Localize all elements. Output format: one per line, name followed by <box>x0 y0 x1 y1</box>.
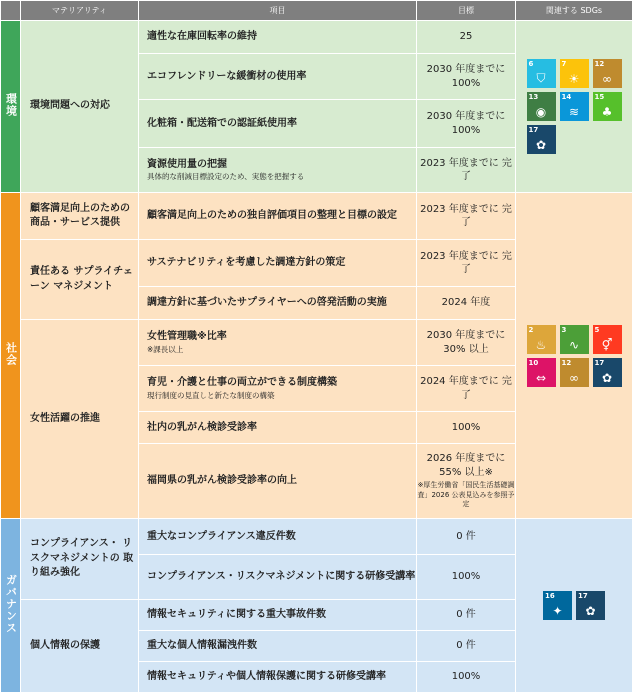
target-cell: 2024 年度 <box>417 287 516 320</box>
bowl-icon: ♨ <box>535 337 547 352</box>
materiality-env: 環境問題への対応 <box>21 21 139 193</box>
infinity-icon: ∞ <box>569 370 579 385</box>
target-cell: 100% <box>417 662 516 693</box>
gender-icon: ⚥ <box>601 337 613 352</box>
sdg-number: 17 <box>578 592 588 600</box>
target-cell: 2030 年度までに 30% 以上 <box>417 320 516 366</box>
heartbeat-icon: ∿ <box>568 337 580 352</box>
target-cell: 2030 年度までに 100% <box>417 54 516 100</box>
sdg-number: 2 <box>528 325 534 334</box>
header-sdgs: 関連する SDGs <box>516 1 633 21</box>
sdg-number: 10 <box>528 358 539 367</box>
eye-globe-icon: ◉ <box>535 105 547 119</box>
target-cell: 25 <box>417 21 516 54</box>
materiality-women: 女性活躍の推進 <box>21 320 139 519</box>
materiality-supply-chain: 責任ある サプライチェーン マネジメント <box>21 240 139 320</box>
header-target: 目標 <box>417 1 516 21</box>
target-cell: 0 件 <box>417 600 516 631</box>
sdg-5-gender-icon <box>593 325 622 354</box>
sdg-13-eye-globe-icon <box>527 92 556 121</box>
tree-icon: ♣ <box>601 105 613 119</box>
sdg-number: 7 <box>561 60 567 68</box>
sdg-2-bowl-icon <box>527 325 556 354</box>
sdg-14-fish-icon <box>560 92 589 121</box>
target-cell: 2024 年度までに 完了 <box>417 366 516 412</box>
target-cell: 2023 年度までに 完了 <box>417 240 516 287</box>
sdg-number: 3 <box>561 325 567 334</box>
item-cell: 適性な在庫回転率の維持 <box>139 21 417 54</box>
sun-icon: ☀ <box>568 72 580 86</box>
sdg-6-water-drop-icon <box>527 59 556 88</box>
sdg-number: 12 <box>594 60 605 68</box>
item-cell: 育児・介護と仕事の両立ができる制度構築 現行制度の見直しと新たな制度の構築 <box>139 366 417 412</box>
header-item: 項目 <box>139 1 417 21</box>
target-cell: 100% <box>417 555 516 600</box>
target-cell: 2026 年度までに 55% 以上※ ※厚生労働省「国民生活基礎調査」2026 公表見込みを参照予定 <box>417 444 516 519</box>
infinity-icon: ∞ <box>602 72 612 86</box>
item-cell: 化粧箱・配送箱での認証紙使用率 <box>139 100 417 148</box>
target-cell: 2023 年度までに 完了 <box>417 148 516 193</box>
sdgs-gov <box>516 519 633 693</box>
water-drop-icon: ⛉ <box>536 71 546 85</box>
table-row <box>1 193 633 240</box>
item-cell: 女性管理職※比率 ※課長以上 <box>139 320 417 366</box>
item-cell: 顧客満足向上のための独自評価項目の整理と目標の設定 <box>139 193 417 240</box>
sdg-12-infinity-icon <box>593 59 622 88</box>
sdg-number: 13 <box>528 93 539 101</box>
target-cell: 2023 年度までに 完了 <box>417 193 516 240</box>
sdg-number: 15 <box>594 93 605 101</box>
category-soc: 社会 <box>1 193 21 519</box>
sdg-17-flower-ring-icon <box>576 591 605 620</box>
sdg-3-heartbeat-icon <box>560 325 589 354</box>
table-row <box>1 21 633 54</box>
sdg-7-sun-icon <box>560 59 589 88</box>
sdgs-env <box>516 21 633 193</box>
header-category <box>1 1 21 21</box>
sdg-number: 16 <box>545 592 555 600</box>
equality-icon: ⇔ <box>535 370 547 385</box>
sdg-12-infinity-icon <box>560 358 589 387</box>
category-env: 環境 <box>1 21 21 193</box>
item-cell: 資源使用量の把握 具体的な削減目標設定のため、実態を把握する <box>139 148 417 193</box>
header-materiality: マテリアリティ <box>21 1 139 21</box>
target-cell: 0 件 <box>417 519 516 555</box>
sdg-17-flower-ring-icon <box>527 125 556 154</box>
sdg-number: 17 <box>528 126 539 134</box>
sdg-17-flower-ring-icon <box>593 358 622 387</box>
materiality-compliance: コンプライアンス・ リスクマネジメントの 取り組み強化 <box>21 519 139 600</box>
header-row <box>1 1 633 21</box>
sdg-number: 12 <box>561 358 572 367</box>
sdg-10-equality-icon <box>527 358 556 387</box>
target-cell: 0 件 <box>417 631 516 662</box>
target-cell: 2030 年度までに 100% <box>417 100 516 148</box>
table-row <box>1 519 633 555</box>
item-cell: 重大な個人情報漏洩件数 <box>139 631 417 662</box>
category-gov: ガバナンス <box>1 519 21 693</box>
item-cell: 社内の乳がん検診受診率 <box>139 412 417 444</box>
sdgs-soc <box>516 193 633 519</box>
item-cell: 福岡県の乳がん検診受診率の向上 <box>139 444 417 519</box>
item-cell: 情報セキュリティや個人情報保護に関する研修受講率 <box>139 662 417 693</box>
flower-ring-icon: ✿ <box>585 604 596 618</box>
item-cell: コンプライアンス・リスクマネジメントに関する研修受講率 <box>139 555 417 600</box>
target-cell: 100% <box>417 412 516 444</box>
sdg-16-dove-icon <box>543 591 572 620</box>
materiality-privacy: 個人情報の保護 <box>21 600 139 693</box>
flower-ring-icon: ✿ <box>535 138 547 152</box>
sdg-15-tree-icon <box>593 92 622 121</box>
item-cell: 情報セキュリティに関する重大事故件数 <box>139 600 417 631</box>
item-cell: サステナビリティを考慮した調達方針の策定 <box>139 240 417 287</box>
item-cell: 重大なコンプライアンス違反件数 <box>139 519 417 555</box>
dove-icon: ✦ <box>552 604 563 618</box>
fish-icon: ≋ <box>568 105 580 119</box>
flower-ring-icon: ✿ <box>601 370 613 385</box>
sdg-number: 17 <box>594 358 605 367</box>
materiality-customer: 顧客満足向上のための 商品・サービス提供 <box>21 193 139 240</box>
item-cell: 調達方針に基づいたサプライヤーへの啓発活動の実施 <box>139 287 417 320</box>
sdg-number: 14 <box>561 93 572 101</box>
sdg-number: 6 <box>528 60 534 68</box>
sdg-number: 5 <box>594 325 600 334</box>
item-cell: エコフレンドリーな緩衝材の使用率 <box>139 54 417 100</box>
